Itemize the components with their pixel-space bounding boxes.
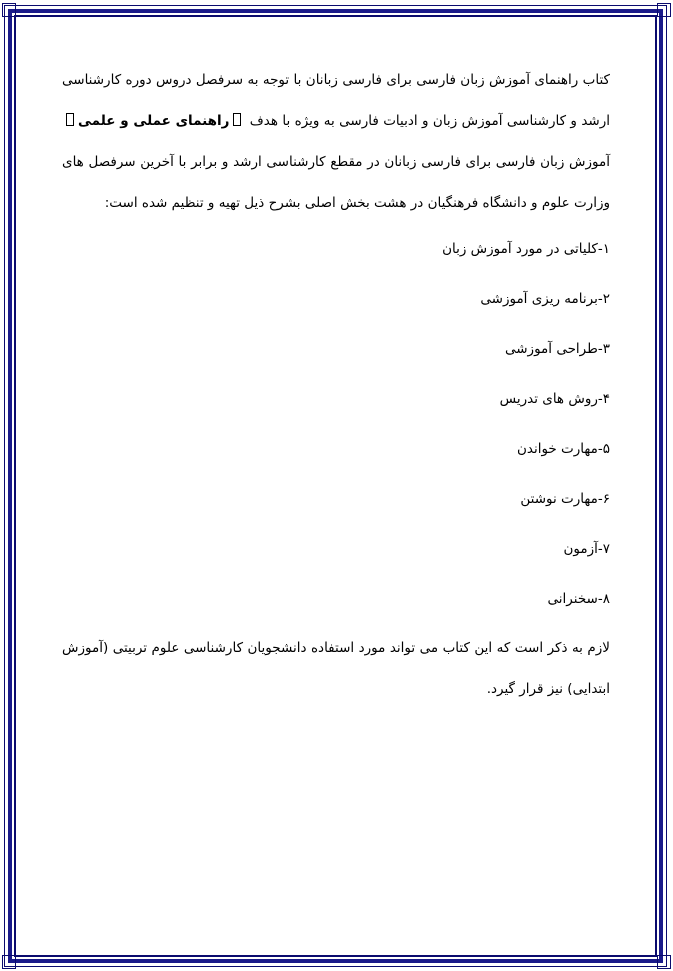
placeholder-box-icon [233,113,241,126]
sections-list [62,224,610,624]
corner-ornament-top-right [657,3,671,17]
section-item: ۸-سخنرانی [547,591,610,607]
intro-text-part2: آموزش زبان فارسی برای فارسی زبانان در مقطع کارشناسی ارشد و برابر با آخرین سرفصل های وزارت علوم و دانشگاه فرهنگیان در هشت بخش اصلی بشرح ذیل تهیه و تنظیم شده است: [62,154,610,211]
section-item: ۳-طراحی آموزشی [504,341,610,357]
section-item: ۲-برنامه ریزی آموزشی [480,291,610,307]
intro-bold-phrase: راهنمای عملی و علمی [78,113,230,129]
document-body [62,60,610,710]
section-item: ۷-آزمون [563,541,610,557]
intro-paragraph [62,60,610,224]
corner-ornament-bottom-right [657,955,671,969]
section-item: ۱-کلیاتی در مورد آموزش زبان [442,241,610,257]
placeholder-box-icon [66,113,74,126]
section-item: ۵-مهارت خواندن [516,441,610,457]
closing-paragraph: لازم به ذکر است که این کتاب می تواند مورد استفاده دانشجویان کارشناسی علوم تربیتی (آموزش ابتدایی) نیز قرار گیرد. [62,640,610,697]
corner-ornament-top-left [2,3,16,17]
section-item: ۶-مهارت نوشتن [520,491,610,507]
section-item: ۴-روش های تدریس [499,391,610,407]
intro-text-part1: کتاب راهنمای آموزش زبان فارسی برای فارسی زبانان با توجه به سرفصل دروس دوره کارشناسی ارشد و کارشناسی آموزش زبان و ادبیات فارسی به ویژه با هدف [62,72,610,129]
corner-ornament-bottom-left [2,955,16,969]
